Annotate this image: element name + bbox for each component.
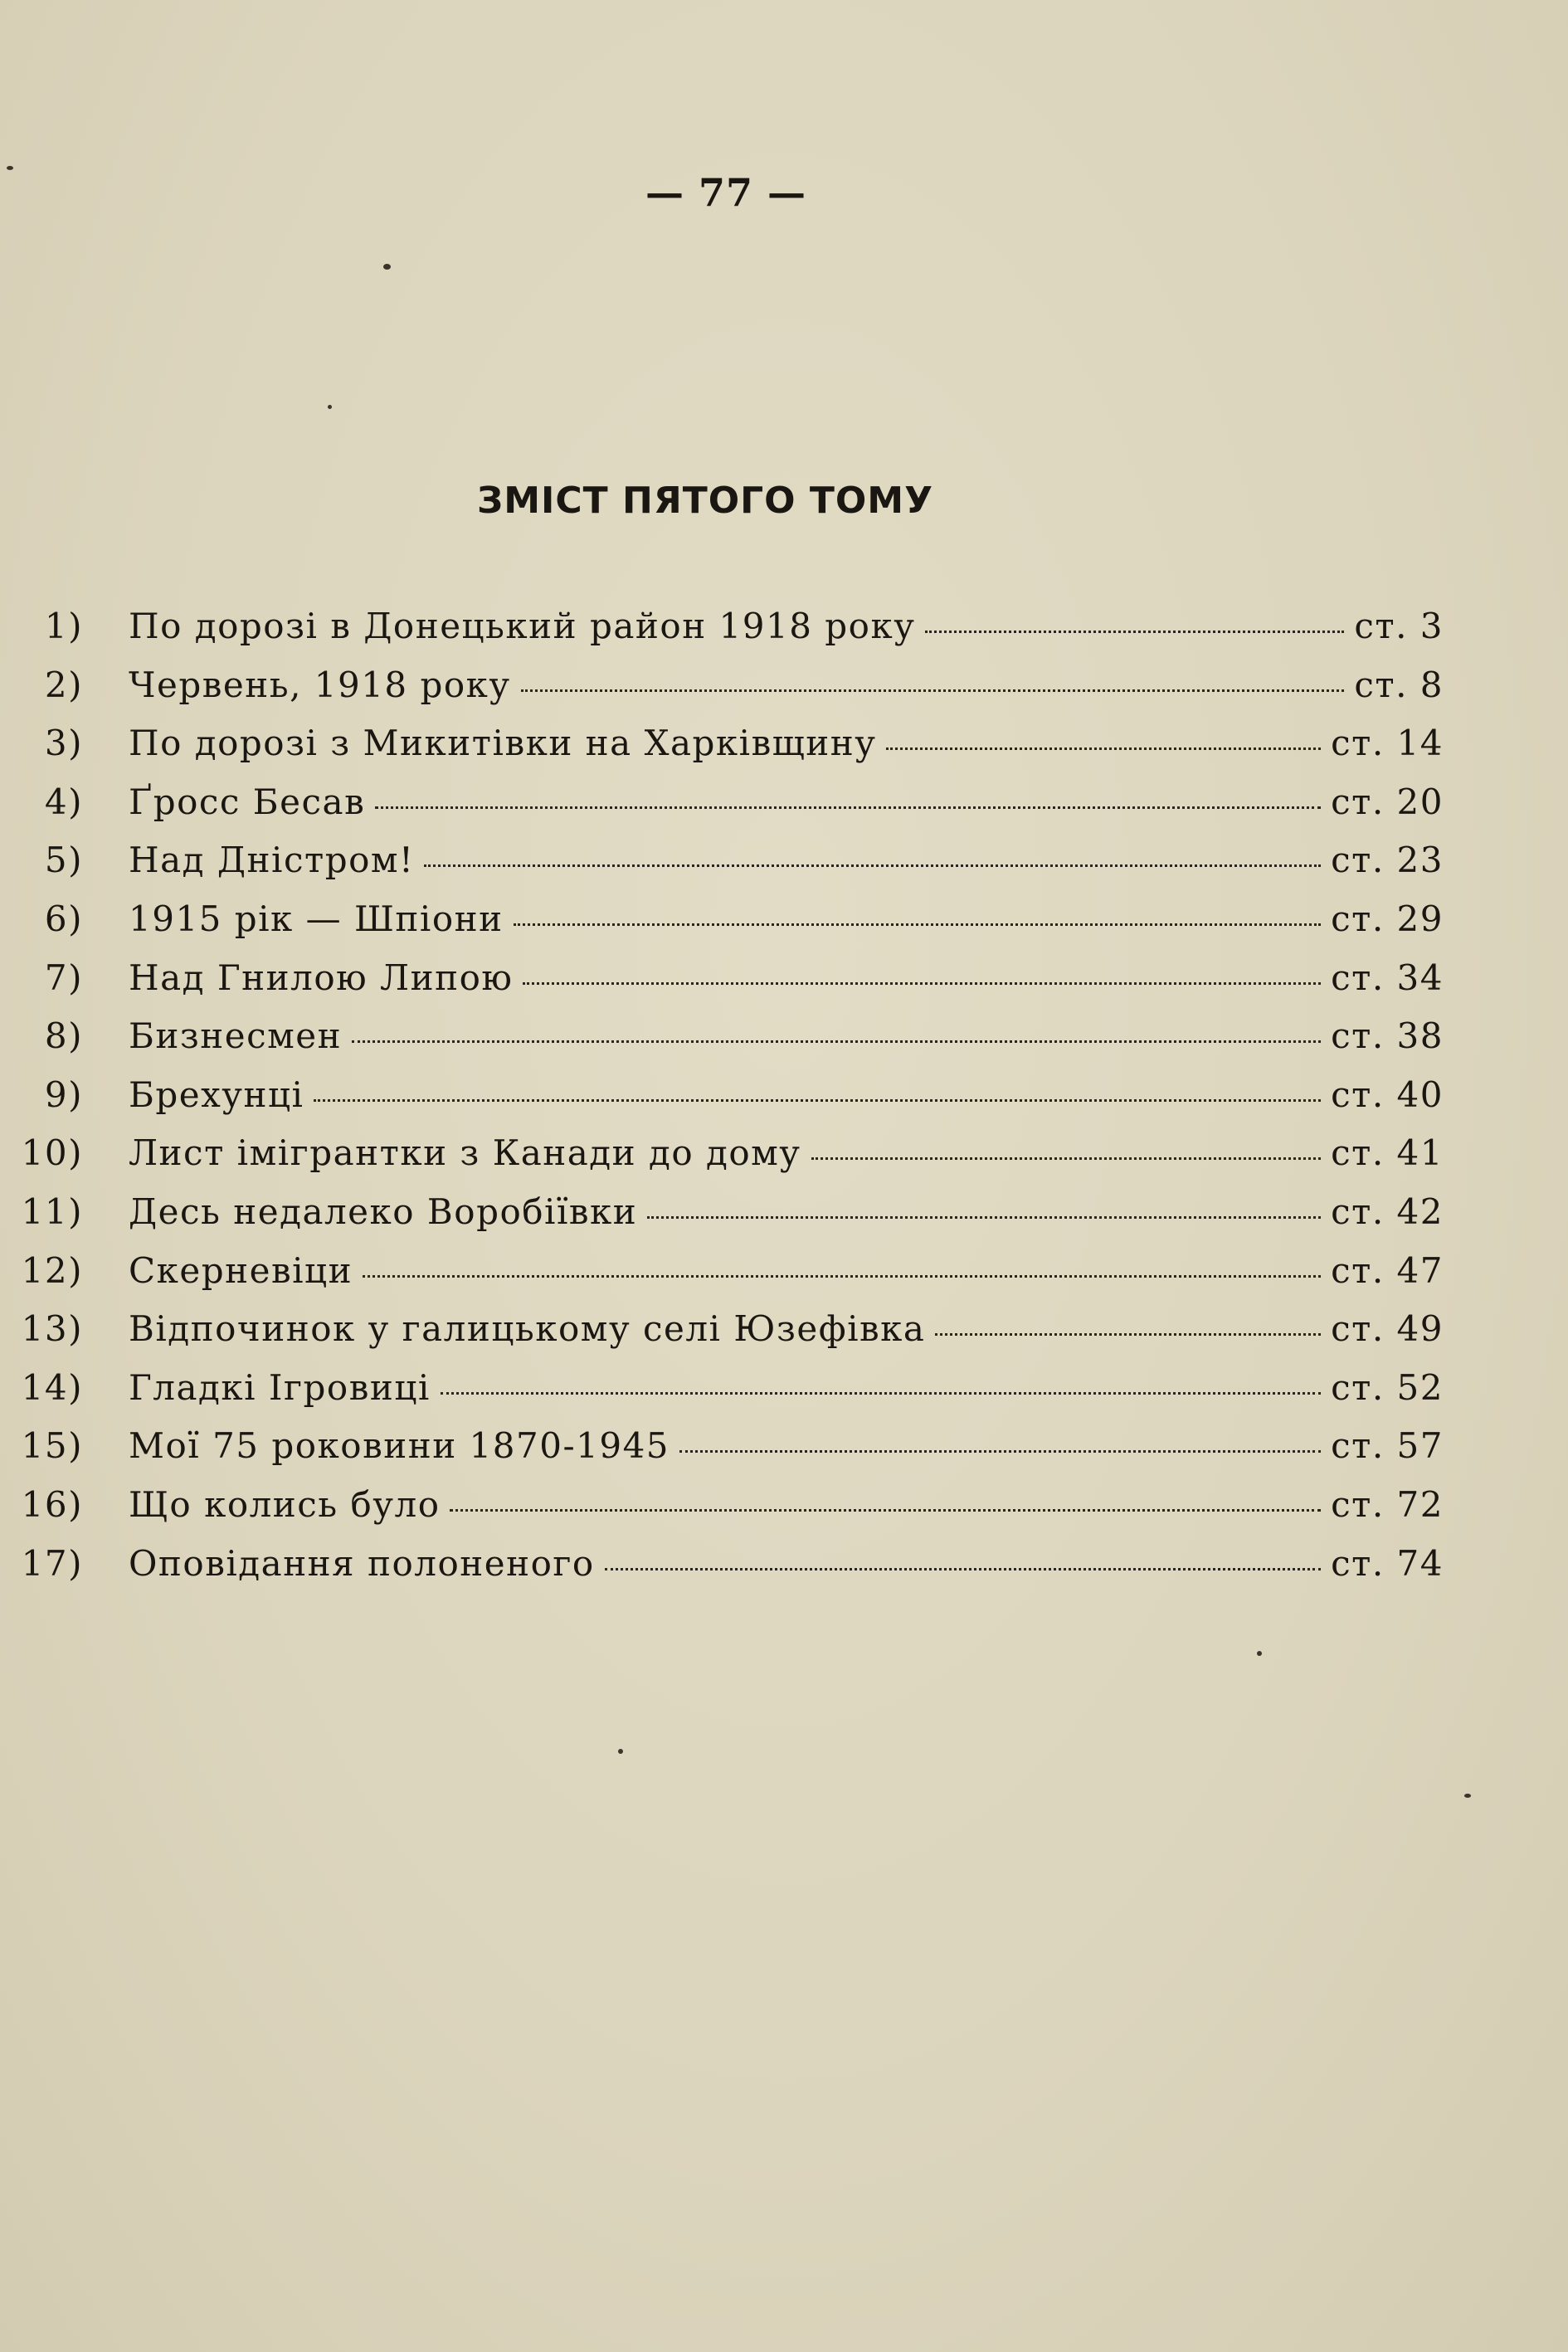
toc-number: 14) [21,1366,83,1408]
dot-leader [514,923,1321,926]
dot-leader [352,1040,1321,1043]
toc-row [17,606,1444,665]
dot-leader [450,1509,1321,1512]
toc-page-ref: ст. 23 [1331,840,1444,881]
toc-title: Десь недалеко Воробіївки [129,1191,638,1232]
toc-number: 15) [21,1425,83,1467]
toc-number: 10) [21,1132,83,1174]
dot-leader [314,1099,1321,1102]
dot-leader [523,982,1321,985]
toc-page-ref: ст. 42 [1331,1191,1444,1232]
toc-number: 11) [21,1191,83,1232]
toc-row [17,1308,1444,1367]
toc-title: 1915 рік — Шпіони [129,898,504,939]
toc-page-ref: ст. 40 [1331,1074,1444,1115]
toc-number: 4) [44,781,83,822]
dot-leader [679,1450,1321,1453]
toc-number: 16) [21,1483,83,1525]
toc-page-ref: ст. 74 [1331,1542,1444,1584]
toc-title: Мої 75 роковини 1870-1945 [129,1425,670,1467]
dot-leader [521,689,1345,692]
toc-number: 17) [21,1542,83,1584]
paper-speck [328,405,332,409]
toc-page-ref: ст. 38 [1331,1015,1444,1057]
toc-title: Ґросс Бесав [129,781,366,822]
paper-speck [7,166,13,170]
toc-row [17,1250,1444,1309]
toc-number: 7) [44,957,83,998]
toc-page-ref: ст. 20 [1331,781,1444,822]
toc-title: Скерневіци [129,1249,353,1291]
toc-row [17,665,1444,723]
toc-number: 8) [44,1015,83,1057]
toc-row [17,957,1444,1016]
table-of-contents [17,606,1444,1601]
toc-page-ref: ст. 29 [1331,898,1444,939]
toc-row [17,1425,1444,1484]
dot-leader [363,1275,1321,1278]
toc-number: 13) [21,1308,83,1350]
toc-page-ref: ст. 14 [1331,723,1444,764]
dot-leader [424,864,1321,867]
toc-page-ref: ст. 8 [1354,664,1444,705]
dot-leader [811,1157,1322,1160]
toc-page-ref: ст. 49 [1331,1308,1444,1350]
toc-page-ref: ст. 52 [1331,1366,1444,1408]
toc-row [17,840,1444,898]
toc-number: 6) [44,898,83,939]
toc-row [17,1191,1444,1250]
toc-number: 2) [44,664,83,705]
toc-title: Бизнесмен [129,1015,343,1057]
dot-leader [441,1392,1321,1395]
toc-page-ref: ст. 34 [1331,957,1444,998]
toc-title: По дорозі з Микитівки на Харківщину [129,723,877,764]
toc-page-ref: ст. 57 [1331,1425,1444,1467]
toc-row [17,898,1444,957]
dot-leader [605,1568,1321,1570]
toc-title: Відпочинок у галицькому селі Юзефівка [129,1308,926,1350]
toc-title: Оповідання полоненого [129,1542,595,1584]
toc-page-ref: ст. 41 [1331,1132,1444,1174]
page-number: — 77 — [645,170,807,215]
dot-leader [935,1333,1321,1336]
toc-title: Гладкі Ігровиці [129,1366,431,1408]
toc-title: Лист імігрантки з Канади до дому [129,1132,801,1174]
paper-speck [383,264,391,270]
toc-page-ref: ст. 47 [1331,1249,1444,1291]
toc-number: 5) [44,840,83,881]
dot-leader [647,1216,1321,1219]
paper-speck [1257,1651,1262,1656]
dot-leader [886,747,1321,750]
paper-speck [1464,1794,1471,1798]
toc-number: 1) [44,606,83,646]
toc-row [17,1074,1444,1133]
toc-number: 12) [21,1249,83,1291]
toc-title: Що колись було [129,1483,441,1525]
toc-title: Брехунці [129,1074,304,1115]
toc-title: Над Дністром! [129,840,415,881]
page-title: ЗМІСТ ПЯТОГО ТОМУ [476,480,934,522]
toc-row [17,1367,1444,1426]
toc-title: Над Гнилою Липою [129,957,514,998]
toc-number: 9) [44,1074,83,1115]
toc-row [17,1543,1444,1602]
dot-leader [925,631,1344,633]
toc-row [17,782,1444,840]
paper-speck [618,1749,623,1754]
toc-title: По дорозі в Донецький район 1918 року [129,606,916,646]
toc-row [17,1132,1444,1191]
toc-title: Червень, 1918 року [129,664,511,705]
dot-leader [375,806,1321,809]
toc-row [17,723,1444,782]
toc-page-ref: ст. 72 [1331,1483,1444,1525]
toc-row [17,1484,1444,1543]
toc-page-ref: ст. 3 [1354,606,1444,646]
toc-row [17,1015,1444,1074]
toc-number: 3) [44,723,83,764]
